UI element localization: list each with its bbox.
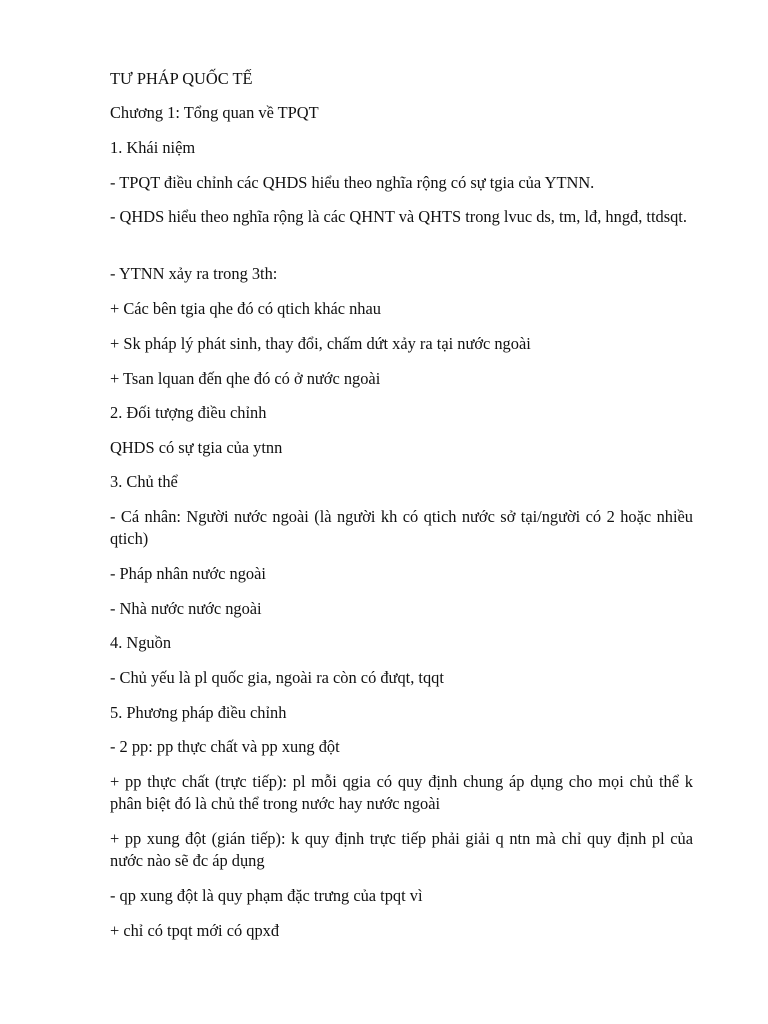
document-page [110,0,693,1024]
list-item: + Các bên tgia qhe đó có qtich khác nhau [110,299,381,318]
section-heading: 2. Đối tượng điều chỉnh [110,403,267,422]
paragraph: - Cá nhân: Người nước ngoài (là người kh có qtich nước sở tại/người có 2 hoặc nhiều qtich) [110,507,693,548]
paragraph: QHDS có sự tgia của ytnn [110,438,283,457]
list-item: + Tsan lquan đến qhe đó có ở nước ngoài [110,369,381,388]
list-item: + pp xung đột (gián tiếp): k quy định trực tiếp phải giải q ntn mà chỉ quy định pl của nước nào sẽ đc áp dụng [110,829,693,870]
section-heading: 5. Phương pháp điều chỉnh [110,703,287,722]
paragraph: - Nhà nước nước ngoài [110,599,262,618]
document-title: TƯ PHÁP QUỐC TẾ [110,69,253,88]
chapter-heading: Chương 1: Tổng quan về TPQT [110,103,319,122]
list-item: + Sk pháp lý phát sinh, thay đổi, chấm dứt xảy ra tại nước ngoài [110,334,531,353]
section-heading: 4. Nguồn [110,633,172,652]
paragraph: - YTNN xảy ra trong 3th: [110,264,278,283]
paragraph: - qp xung đột là quy phạm đặc trưng của tpqt vì [110,886,423,905]
paragraph: - Pháp nhân nước ngoài [110,564,266,583]
paragraph: - 2 pp: pp thực chất và pp xung đột [110,737,340,756]
list-item: + chỉ có tpqt mới có qpxđ [110,921,280,940]
list-item: + pp thực chất (trực tiếp): pl mỗi qgia có quy định chung áp dụng cho mọi chủ thể k phân biệt đó là chủ thể trong nước hay nước ngoài [110,772,693,813]
section-heading: 3. Chủ thể [110,472,178,491]
paragraph: - TPQT điều chỉnh các QHDS hiểu theo nghĩa rộng có sự tgia của YTNN. [110,173,595,192]
paragraph: - Chủ yếu là pl quốc gia, ngoài ra còn có đưqt, tqqt [110,668,444,687]
section-heading: 1. Khái niệm [110,138,196,157]
paragraph: - QHDS hiểu theo nghĩa rộng là các QHNT và QHTS trong lvuc ds, tm, lđ, hngđ, ttdsqt. [110,207,687,226]
